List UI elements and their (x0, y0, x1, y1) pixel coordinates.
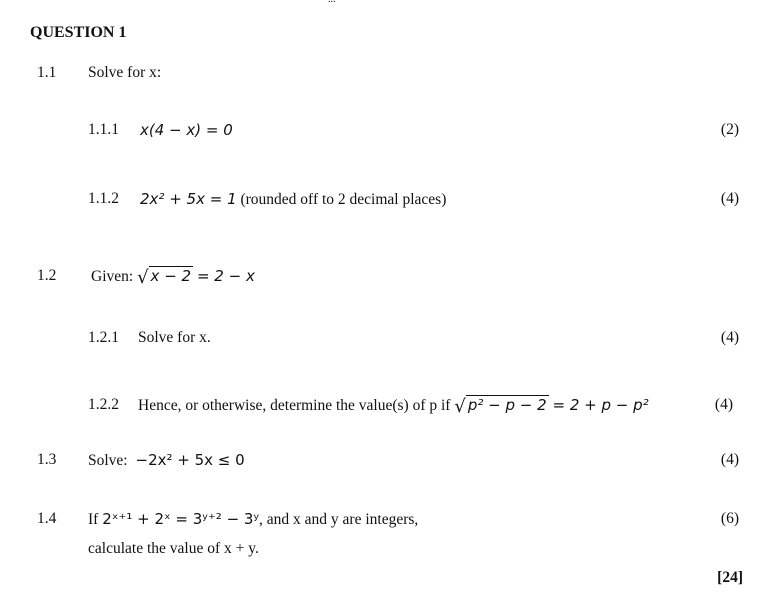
question-1-4-line-2: calculate the value of x + y. (88, 540, 259, 557)
radical-sign-icon: √ (137, 267, 149, 288)
question-1-2-1-text: Solve for x. (138, 329, 211, 346)
marks-1-4: (6) (720, 510, 739, 527)
question-number-1-2-2: 1.2.2 (88, 396, 119, 413)
marks-1-3: (4) (720, 451, 739, 468)
question-1-2-2-text: Hence, or otherwise, determine the value(s) of p if (138, 397, 451, 414)
question-number-1-1-1: 1.1.1 (88, 121, 119, 138)
square-root-expression (137, 267, 193, 288)
question-1-1-prompt: Solve for x: (88, 64, 162, 81)
question-1-2-2-line (138, 396, 649, 417)
marks-1-2-1: (4) (720, 329, 739, 346)
total-marks: [24] (717, 569, 743, 586)
marks-1-1-2: (4) (720, 190, 739, 207)
question-1-4-prefix: If (88, 511, 99, 528)
question-number-1-3: 1.3 (37, 451, 57, 468)
question-1-4-suffix: , and x and y are integers, (259, 511, 419, 528)
question-1-2-given (91, 267, 255, 288)
question-number-1-4: 1.4 (37, 510, 57, 527)
question-1-4-equation: 2ˣ⁺¹ + 2ˣ = 3ʸ⁺² − 3ʸ (102, 510, 260, 528)
question-1-4-line-1 (88, 510, 418, 529)
question-1-1-2-expression: 2x² + 5x = 1 (140, 190, 237, 208)
question-1-1-1-expression: x(4 − x) = 0 (140, 121, 233, 139)
question-number-1-2: 1.2 (37, 267, 57, 284)
question-1-3-expression: −2x² + 5x ≤ 0 (135, 451, 245, 469)
given-rhs: = 2 − x (196, 267, 255, 285)
question-1-2-2-rhs: = 2 + p − p² (552, 396, 649, 414)
radicand-p: p² − p − 2 (467, 396, 547, 414)
radical-sign-icon: √ (454, 396, 466, 417)
question-heading: QUESTION 1 (30, 24, 127, 41)
square-root-expression-p (454, 396, 548, 417)
question-1-3-line (88, 451, 245, 470)
marks-1-1-1: (2) (720, 121, 739, 138)
question-1-1-2-line (140, 190, 446, 209)
question-number-1-1-2: 1.1.2 (88, 190, 119, 207)
question-1-1-2-note: (rounded off to 2 decimal places) (240, 191, 447, 208)
radicand: x − 2 (150, 267, 192, 285)
question-number-1-2-1: 1.2.1 (88, 329, 119, 346)
question-1-3-label: Solve: (88, 452, 128, 469)
given-label: Given: (91, 268, 134, 285)
question-number-1-1: 1.1 (37, 64, 57, 81)
marks-1-2-2: (4) (714, 396, 733, 413)
page-top-fragment (328, 0, 336, 5)
